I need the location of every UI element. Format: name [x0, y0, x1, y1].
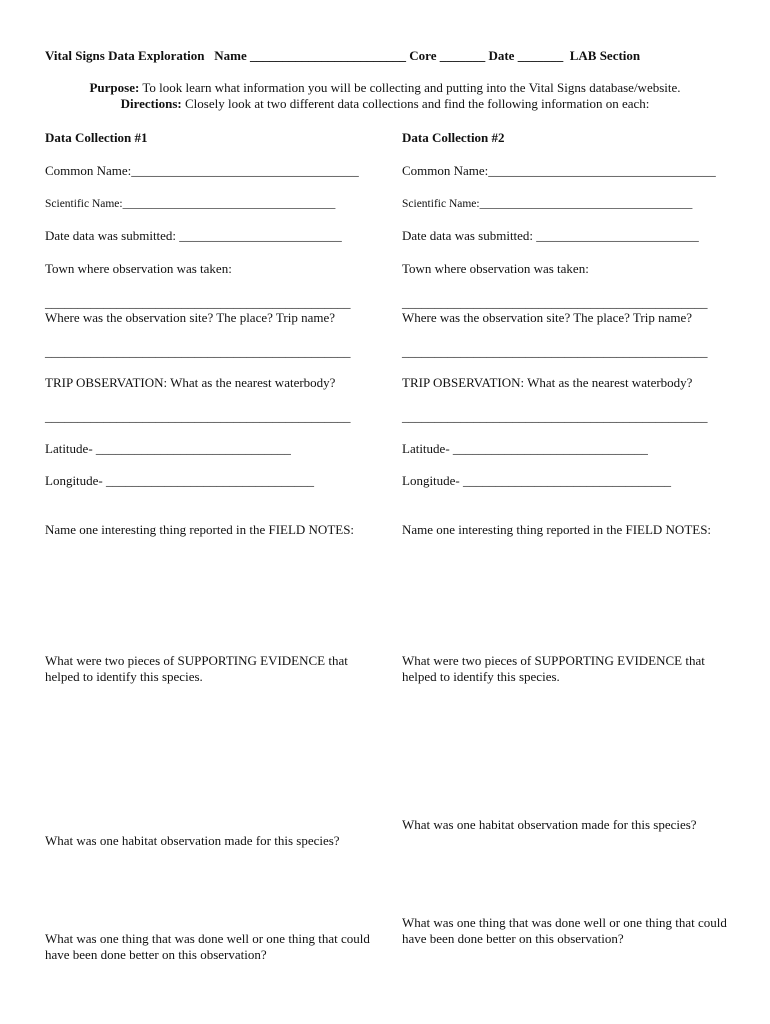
- collection-2-field-notes-prompt: Name one interesting thing reported in the FIELD NOTES:: [402, 522, 712, 537]
- collection-2-done-well-prompt: What was one thing that was done well or one thing that could have been done better on this observation?: [402, 915, 727, 946]
- collection-1-habitat-prompt: What was one habitat observation made for this species?: [45, 833, 340, 848]
- directions-text: Closely look at two different data collections and find the following information on each:: [181, 96, 650, 111]
- directions-line: [0, 96, 770, 112]
- collection-2-latitude-field[interactable]: Latitude- ______________________________: [402, 441, 648, 456]
- collection-1-trip-observation-label: TRIP OBSERVATION: What as the nearest waterbody?: [45, 375, 336, 390]
- collection-1-latitude-field[interactable]: Latitude- ______________________________: [45, 441, 291, 456]
- collection-2-evidence-prompt: What were two pieces of SUPPORTING EVIDENCE that helped to identify this species.: [402, 653, 705, 684]
- collection-2-site-line[interactable]: _______________________________________________: [402, 344, 708, 359]
- collection-2-town-label: Town where observation was taken:: [402, 261, 589, 276]
- collection-1-evidence-prompt: What were two pieces of SUPPORTING EVIDENCE that helped to identify this species.: [45, 653, 348, 684]
- date-field[interactable]: Date _______: [488, 48, 564, 63]
- collection-1-waterbody-line[interactable]: _______________________________________________: [45, 409, 351, 424]
- purpose-label: Purpose:: [89, 80, 140, 95]
- collection-1-longitude-field[interactable]: Longitude- ________________________________: [45, 473, 315, 488]
- collection-2-site-label: Where was the observation site? The place? Trip name?: [402, 310, 692, 325]
- collection-1-done-well-prompt: What was one thing that was done well or one thing that could have been done better on this observation?: [45, 931, 370, 962]
- directions-label: Directions:: [120, 96, 182, 111]
- collection-2-scientific-name-field[interactable]: Scientific Name:_____________________________________: [402, 198, 693, 210]
- collection-1-site-label: Where was the observation site? The place? Trip name?: [45, 310, 335, 325]
- collection-1-common-name-field[interactable]: Common Name:___________________________________: [45, 163, 359, 178]
- collection-1-town-line[interactable]: _______________________________________________: [45, 295, 351, 310]
- collection-2-date-submitted-field[interactable]: Date data was submitted: _________________________: [402, 228, 699, 243]
- collection-1-field-notes-prompt: Name one interesting thing reported in the FIELD NOTES:: [45, 522, 355, 537]
- collection-2-common-name-field[interactable]: Common Name:___________________________________: [402, 163, 716, 178]
- collection-2-longitude-field[interactable]: Longitude- ________________________________: [402, 473, 672, 488]
- lab-section-label: LAB Section: [569, 48, 641, 63]
- collection-2-trip-observation-label: TRIP OBSERVATION: What as the nearest waterbody?: [402, 375, 693, 390]
- collection-1-heading: Data Collection #1: [45, 130, 148, 145]
- purpose-text: To look learn what information you will be collecting and putting into the Vital Signs database/website.: [139, 80, 681, 95]
- collection-2-habitat-prompt: What was one habitat observation made for this species?: [402, 817, 697, 832]
- collection-2-heading: Data Collection #2: [402, 130, 505, 145]
- worksheet-title: Vital Signs Data Exploration: [45, 48, 205, 63]
- purpose-line: [0, 80, 770, 96]
- collection-2-waterbody-line[interactable]: _______________________________________________: [402, 409, 708, 424]
- collection-1-site-line[interactable]: _______________________________________________: [45, 344, 351, 359]
- collection-1-date-submitted-field[interactable]: Date data was submitted: _________________________: [45, 228, 342, 243]
- collection-1-town-label: Town where observation was taken:: [45, 261, 232, 276]
- header-row: [45, 48, 640, 64]
- collection-2-town-line[interactable]: _______________________________________________: [402, 295, 708, 310]
- name-field[interactable]: Name ________________________: [214, 48, 407, 63]
- core-field[interactable]: Core _______: [409, 48, 486, 63]
- collection-1-scientific-name-field[interactable]: Scientific Name:_____________________________________: [45, 198, 336, 210]
